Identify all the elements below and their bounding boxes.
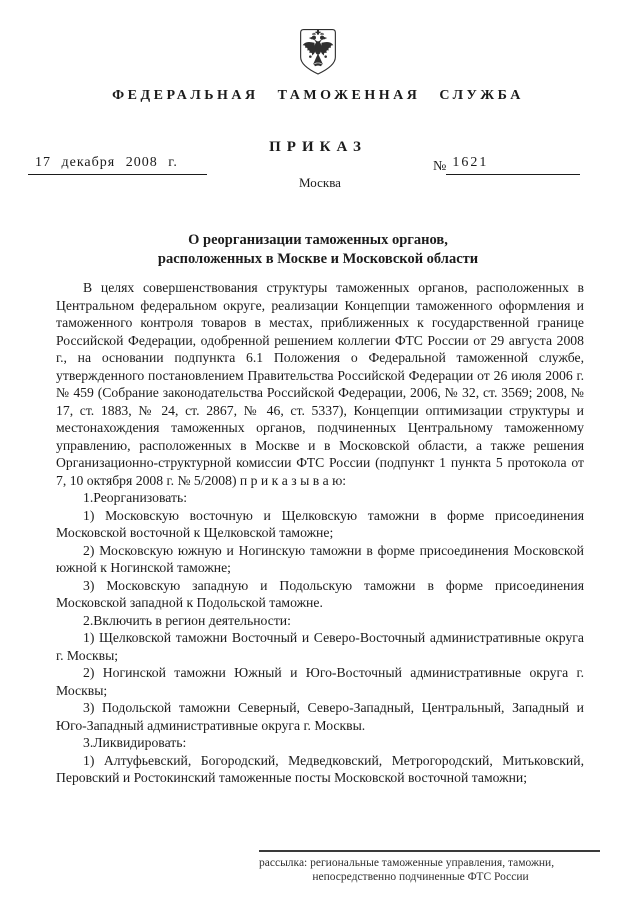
doc-title <box>0 231 636 269</box>
doc-title-line2: расположенных в Москве и Московской области <box>157 251 479 267</box>
emblem <box>299 28 337 76</box>
paragraph-preamble: В целях совершенствования структуры таможенных органов, расположенных в Центральном федеральном округе, реализации Концепции таможенного оформления и таможенного контроля товаров в местах, приближенных к государственной границе Российской Федерации, одобренной решением коллегии ФТС России от 29 августа 2008 г., на основании подпункта 6.1 Положения о Федеральной таможенной службе, утвержденного постановлением Правительства Российской Федерации от 26 июля 2006 г. № 459 (Собрание законодательства Российской Федерации, 2006, № 32, ст. 3569; 2008, № 17, ст. 1883, № 24, ст. 2867, № 46, ст. 5337), Концепции оптимизации структуры и местонахождения таможенных органов, подчиненных Центральному таможенному управлению, расположенных в Москве и в Московской области, а также решения Организационно-структурной комиссии ФТС России (подпункт 1 пункта 5 протокола от 7, 10 октября 2008 г. № 5/2008) п р и к а з ы в а ю: <box>56 280 584 488</box>
paragraph-item-1-1: 1) Московскую восточную и Щелковскую таможни в форме присоединения Московской восточной к Щелковской таможне; <box>56 507 584 540</box>
paragraph-item-3: 3.Ликвидировать: <box>83 735 187 750</box>
paragraph-item-2-2: 2) Ногинской таможни Южный и Юго-Восточный административные округа г. Москвы; <box>56 665 584 698</box>
distribution-note <box>259 850 600 884</box>
doc-date-field: 17 декабря 2008 г. <box>28 155 207 175</box>
footer-divider <box>259 850 600 852</box>
number-sign: № <box>433 159 447 174</box>
doc-type-heading: ПРИКАЗ <box>269 139 367 155</box>
paragraph-item-2-1: 1) Щелковской таможни Восточный и Северо-Восточный административные округа г. Москвы; <box>56 630 584 663</box>
doc-title-line1: О реорганизации таможенных органов, <box>188 232 448 248</box>
doc-number-field: 1621 <box>446 155 580 175</box>
city-label: Москва <box>299 175 341 190</box>
paragraph-item-2-3: 3) Подольской таможни Северный, Северо-Западный, Центральный, Западный и Юго-Западный административные округа г. Москвы. <box>56 700 584 733</box>
paragraph-item-2: 2.Включить в регион деятельности: <box>83 612 291 628</box>
paragraph-item-1: 1.Реорганизовать: <box>83 490 187 505</box>
doc-number-block <box>433 155 580 175</box>
distribution-line1: рассылка: региональные таможенные управления, таможни, <box>259 857 555 869</box>
paragraph-item-1-3: 3) Московскую западную и Подольскую таможни в форме присоединения Московской западной к Подольской таможне. <box>56 577 584 610</box>
doc-body <box>56 279 584 787</box>
paragraph-item-3-1: 1) Алтуфьевский, Богородский, Медведковский, Метрогородский, Митьковский, Перовский и Ростокинский таможенные посты Московской восточной таможни; <box>56 752 584 785</box>
coat-of-arms-icon <box>299 28 337 76</box>
distribution-line2: непосредственно подчиненные ФТС России <box>312 871 529 883</box>
org-name-heading: ФЕДЕРАЛЬНАЯ ТАМОЖЕННАЯ СЛУЖБА <box>112 88 524 103</box>
paragraph-item-1-2: 2) Московскую южную и Ногинскую таможни в форме присоединения Московской южной к Ногинской таможне; <box>56 542 584 575</box>
